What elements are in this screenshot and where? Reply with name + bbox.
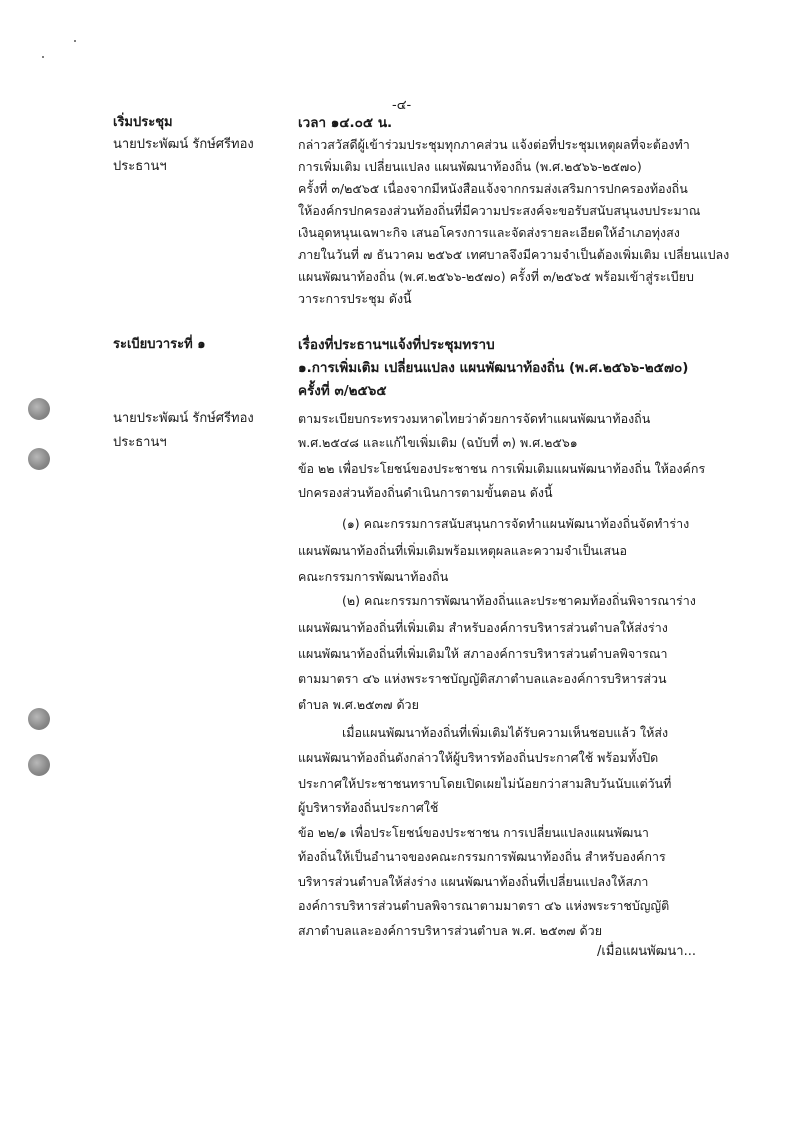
body-line: แผนพัฒนาท้องถิ่นที่เพิ่มเติมให้ สภาองค์การบริหารส่วนตำบลพิจารณา xyxy=(298,646,668,661)
agenda-1-title: เรื่องที่ประธานฯแจ้งที่ประชุมทราบ xyxy=(298,337,495,353)
body-line: ตามระเบียบกระทรวงมหาดไทยว่าด้วยการจัดทำแผนพัฒนาท้องถิ่น xyxy=(298,411,651,426)
body-line: ผู้บริหารท้องถิ่นประกาศใช้ xyxy=(298,800,439,815)
body-line: แผนพัฒนาท้องถิ่นที่เพิ่มเติมพร้อมเหตุผลและความจำเป็นเสนอ xyxy=(298,543,628,558)
agenda-1-subtitle: ครั้งที่ ๓/๒๕๖๕ xyxy=(298,383,387,399)
opening-line: การเพิ่มเติม เปลี่ยนแปลง แผนพัฒนาท้องถิ่น (พ.ศ.๒๕๖๖-๒๕๗๐) xyxy=(298,159,642,174)
body-line: ปกครองส่วนท้องถิ่นดำเนินการตามขั้นตอน ดังนี้ xyxy=(298,485,553,500)
punch-hole xyxy=(28,398,50,420)
body-line: พ.ศ.๒๕๔๘ และแก้ไขเพิ่มเติม (ฉบับที่ ๓) พ.ศ.๒๕๖๑ xyxy=(298,435,578,450)
body-line: ข้อ ๒๒/๑ เพื่อประโยชน์ของประชาชน การเปลี่ยนแปลงแผนพัฒนา xyxy=(298,825,649,840)
punch-hole xyxy=(28,448,50,470)
body-line: คณะกรรมการพัฒนาท้องถิ่น xyxy=(298,569,449,584)
opening-line: วาระการประชุม ดังนี้ xyxy=(298,291,412,306)
scan-speck xyxy=(42,56,44,58)
body-line: สภาตำบลและองค์การบริหารส่วนตำบล พ.ศ. ๒๕๓๗ ด้วย xyxy=(298,923,603,938)
chairman-role: ประธานฯ xyxy=(113,159,167,174)
body-line: ตามมาตรา ๔๖ แห่งพระราชบัญญัติสภาตำบลและองค์การบริหารส่วน xyxy=(298,671,667,686)
agenda-1-speaker-role: ประธานฯ xyxy=(113,435,167,450)
opening-line: เงินอุดหนุนเฉพาะกิจ เสนอโครงการและจัดส่งรายละเอียดให้อำเภอทุ่งสง xyxy=(298,225,680,240)
punch-hole xyxy=(28,754,50,776)
punch-hole xyxy=(28,708,50,730)
body-line: เมื่อแผนพัฒนาท้องถิ่นที่เพิ่มเติมได้รับความเห็นชอบแล้ว ให้ส่ง xyxy=(342,725,669,740)
agenda-1-subtitle: ๑.การเพิ่มเติม เปลี่ยนแปลง แผนพัฒนาท้องถิ่น (พ.ศ.๒๕๖๖-๒๕๗๐) xyxy=(298,360,689,376)
body-line: แผนพัฒนาท้องถิ่นดังกล่าวให้ผู้บริหารท้องถิ่นประกาศใช้ พร้อมทั้งปิด xyxy=(298,750,659,765)
body-line: ข้อ ๒๒ เพื่อประโยชน์ของประชาชน การเพิ่มเติมแผนพัฒนาท้องถิ่น ให้องค์กร xyxy=(298,461,706,476)
scan-speck xyxy=(74,40,76,42)
chairman-name: นายประพัฒน์ รักษ์ศรีทอง xyxy=(113,137,254,152)
agenda-1-speaker-name: นายประพัฒน์ รักษ์ศรีทอง xyxy=(113,411,254,426)
opening-line: ภายในวันที่ ๗ ธันวาคม ๒๕๖๕ เทศบาลจึงมีความจำเป็นต้องเพิ่มเติม เปลี่ยนแปลง xyxy=(298,247,730,262)
opening-line: แผนพัฒนาท้องถิ่น (พ.ศ.๒๕๖๖-๒๕๗๐) ครั้งที่ ๓/๒๕๖๕ พร้อมเข้าสู่ระเบียบ xyxy=(298,269,694,284)
body-line: องค์การบริหารส่วนตำบลพิจารณาตามมาตรา ๔๖ แห่งพระราชบัญญัติ xyxy=(298,898,670,913)
body-line: แผนพัฒนาท้องถิ่นที่เพิ่มเติม สำหรับองค์การบริหารส่วนตำบลให้ส่งร่าง xyxy=(298,620,668,635)
body-line: ประกาศให้ประชาชนทราบโดยเปิดเผยไม่น้อยกว่าสามสิบวันนับแต่วันที่ xyxy=(298,776,672,791)
page-number: -๔- xyxy=(392,98,412,113)
meeting-time: เวลา ๑๔.๐๕ น. xyxy=(298,115,393,131)
agenda-1-heading: ระเบียบวาระที่ ๑ xyxy=(113,337,206,352)
body-line: บริหารส่วนตำบลให้ส่งร่าง แผนพัฒนาท้องถิ่นที่เปลี่ยนแปลงให้สภา xyxy=(298,874,649,889)
body-line: ตำบล พ.ศ.๒๕๓๗ ด้วย xyxy=(298,697,419,712)
body-line: (๒) คณะกรรมการพัฒนาท้องถิ่นและประชาคมท้องถิ่นพิจารณาร่าง xyxy=(342,593,696,608)
meeting-start-heading: เริ่มประชุม xyxy=(113,115,173,130)
body-line: (๑) คณะกรรมการสนับสนุนการจัดทำแผนพัฒนาท้องถิ่นจัดทำร่าง xyxy=(342,516,690,531)
continuation-note: /เมื่อแผนพัฒนา... xyxy=(597,944,696,959)
opening-line: ให้องค์กรปกครองส่วนท้องถิ่นที่มีความประสงค์จะขอรับสนับสนุนงบประมาณ xyxy=(298,203,701,218)
opening-line: กล่าวสวัสดีผู้เข้าร่วมประชุมทุกภาคส่วน แจ้งต่อที่ประชุมเหตุผลที่จะต้องทำ xyxy=(298,137,690,152)
opening-line: ครั้งที่ ๓/๒๕๖๕ เนื่องจากมีหนังสือแจ้งจากกรมส่งเสริมการปกครองท้องถิ่น xyxy=(298,181,688,196)
body-line: ท้องถิ่นให้เป็นอำนาจของคณะกรรมการพัฒนาท้องถิ่น สำหรับองค์การ xyxy=(298,849,666,864)
